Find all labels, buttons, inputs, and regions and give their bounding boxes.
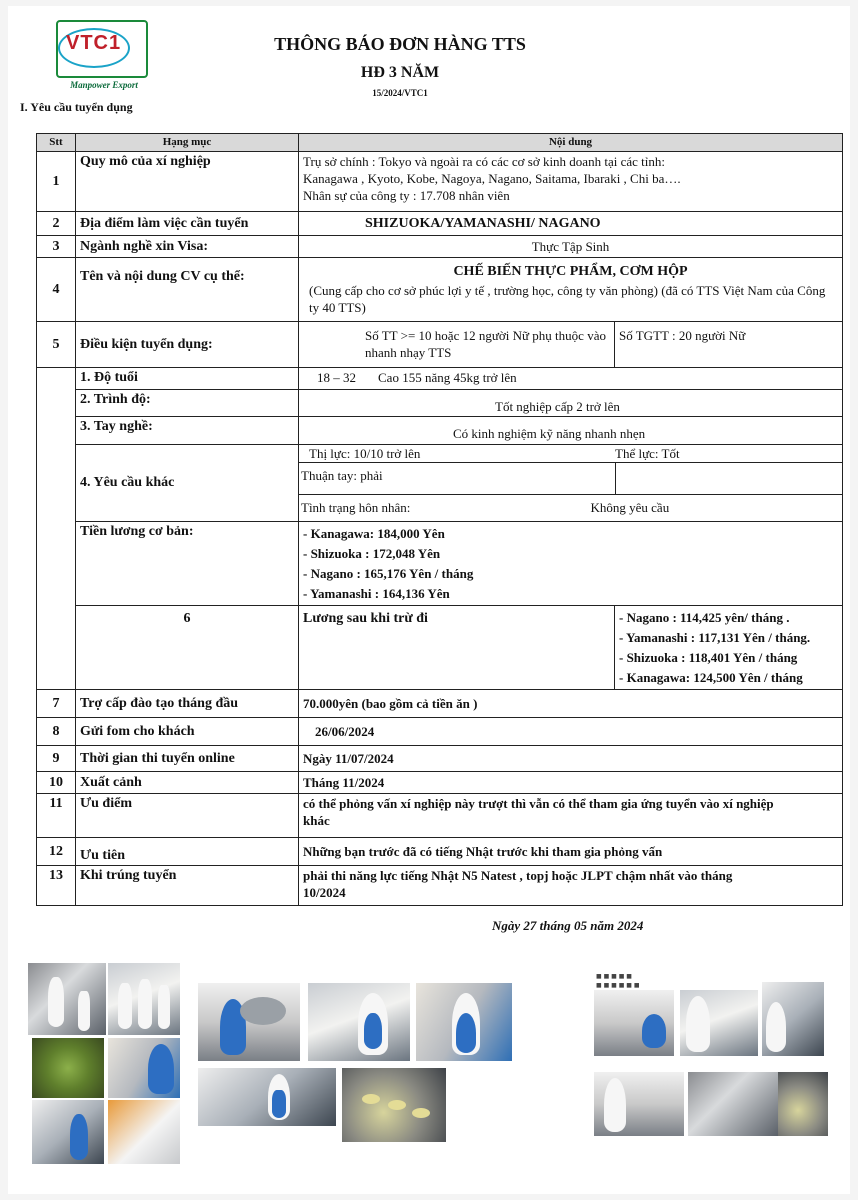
row-label: Khi trúng tuyển bbox=[76, 865, 299, 905]
photo-food-line bbox=[108, 963, 180, 1035]
salary-item: - Shizuoka : 172,048 Yên bbox=[303, 545, 441, 561]
table-row bbox=[37, 521, 843, 605]
marital-label: Tình trạng hôn nhân: bbox=[301, 500, 411, 515]
table-row bbox=[37, 368, 843, 390]
row-label: 4. Yêu cầu khác bbox=[76, 445, 299, 522]
marital-status bbox=[299, 495, 842, 521]
table-row bbox=[37, 258, 843, 322]
photo-stirring-pot bbox=[198, 983, 300, 1061]
document-title: THÔNG BÁO ĐƠN HÀNG TTS bbox=[274, 34, 526, 54]
row-label: Ngành nghề xin Visa: bbox=[76, 236, 299, 258]
photo-worker-blue-apron bbox=[416, 983, 512, 1061]
photo-thermometer bbox=[594, 990, 674, 1056]
table-row bbox=[37, 689, 843, 717]
row-number: 3 bbox=[37, 236, 76, 258]
row-content: SHIZUOKA/YAMANASHI/ NAGANO bbox=[299, 212, 843, 236]
row-label: Ưu tiên bbox=[76, 837, 299, 865]
row-content: phải thi năng lực tiếng Nhật N5 Natest , topj hoặc JLPT chậm nhất vào tháng 10/2024 bbox=[299, 865, 843, 905]
content-line: Kanagawa , Kyoto, Kobe, Nagoya, Nagano, Saitama, Ibaraki , Chi ba…. bbox=[303, 171, 681, 186]
row-label: Tên và nội dung CV cụ thể: bbox=[76, 258, 299, 322]
header-item: Hạng mục bbox=[76, 134, 299, 152]
row-content bbox=[615, 605, 843, 689]
row-content-left: Số TT >= 10 hoặc 12 người Nữ phụ thuộc vào nhanh nhạy TTS bbox=[299, 322, 615, 368]
row-content: Thực Tập Sinh bbox=[299, 236, 843, 258]
document-date: Ngày 27 tháng 05 năm 2024 bbox=[492, 918, 644, 933]
other-requirements bbox=[299, 445, 842, 521]
row-number: 6 bbox=[76, 605, 299, 689]
table-row bbox=[37, 865, 843, 905]
row-label: 1. Độ tuổi bbox=[76, 368, 299, 390]
row-content: Những bạn trước đã có tiếng Nhật trước khi tham gia phỏng vấn bbox=[299, 837, 843, 865]
net-salary-item: - Yamanashi : 117,131 Yên / tháng. bbox=[619, 629, 811, 645]
photo-weighing bbox=[308, 983, 410, 1061]
row-label: Thời gian thi tuyển online bbox=[76, 745, 299, 771]
row-number: 4 bbox=[37, 258, 76, 322]
row-label: Tiền lương cơ bản: bbox=[76, 521, 299, 605]
salary-item: - Kanagawa: 184,000 Yên bbox=[303, 525, 445, 541]
row-content: có thể phỏng vấn xí nghiệp này trượt thì vẫn có thể tham gia ứng tuyển vào xí nghiệp khác bbox=[299, 793, 843, 837]
table-row bbox=[37, 793, 843, 837]
row-label: Quy mô của xí nghiệp bbox=[76, 152, 299, 212]
table-row bbox=[37, 152, 843, 212]
row-number: 13 bbox=[37, 865, 76, 905]
row-number: 9 bbox=[37, 745, 76, 771]
row-content bbox=[299, 445, 843, 522]
photo-cooked-food bbox=[778, 1072, 828, 1136]
table-row bbox=[37, 417, 843, 445]
height-weight: Cao 155 năng 45kg trở lên bbox=[378, 370, 517, 385]
row-content bbox=[299, 521, 843, 605]
content-line: Trụ sở chính : Tokyo và ngoài ra có các cơ sở kinh doanh tại các tỉnh: bbox=[303, 154, 665, 169]
row-number: 8 bbox=[37, 717, 76, 745]
job-description: (Cung cấp cho cơ sở phúc lợi y tế , trường học, công ty văn phòng) (đã có TTS Việt Nam của Công ty 40 TTS) bbox=[309, 283, 826, 315]
net-salary-item: - Shizuoka : 118,401 Yên / tháng bbox=[619, 649, 798, 665]
logo-text: VTC1 bbox=[66, 32, 122, 54]
row-label: 2. Trình độ: bbox=[76, 390, 299, 417]
photo-steam-oven bbox=[594, 1072, 684, 1136]
row-label: 3. Tay nghề: bbox=[76, 417, 299, 445]
row-content: 70.000yên (bao gồm cả tiền ăn ) bbox=[299, 689, 843, 717]
photo-assembly-line bbox=[198, 1068, 336, 1126]
photo-oven-worker bbox=[680, 990, 758, 1056]
table-row bbox=[37, 390, 843, 417]
empty-cell bbox=[615, 463, 842, 495]
row-label: Trợ cấp đào tạo tháng đầu bbox=[76, 689, 299, 717]
table-row bbox=[37, 717, 843, 745]
content-line: Nhân sự của công ty : 17.708 nhân viên bbox=[303, 188, 510, 203]
row-content: Ngày 11/07/2024 bbox=[299, 745, 843, 771]
row-content: 26/06/2024 bbox=[299, 717, 843, 745]
row-number: 1 bbox=[37, 152, 76, 212]
photo-cutting bbox=[108, 1038, 180, 1098]
physical: Thể lực: Tốt bbox=[615, 445, 842, 463]
net-salary-item: - Kanagawa: 124,500 Yên / tháng bbox=[619, 669, 803, 685]
header-content: Nội dung bbox=[299, 134, 843, 152]
photo-combi-oven bbox=[688, 1072, 778, 1136]
row-content bbox=[299, 368, 843, 390]
photo-worker-kitchen bbox=[32, 1100, 104, 1164]
row-content bbox=[299, 258, 843, 322]
table-row bbox=[37, 745, 843, 771]
photo-food-trays bbox=[342, 1068, 446, 1142]
photo-carrots bbox=[108, 1100, 180, 1164]
row-number: 10 bbox=[37, 771, 76, 793]
document-subtitle: HĐ 3 NĂM bbox=[360, 64, 440, 81]
table-row bbox=[37, 212, 843, 236]
row-label: Gửi fom cho khách bbox=[76, 717, 299, 745]
document-code: 15/2024/VTC1 bbox=[372, 88, 428, 98]
row-content bbox=[299, 152, 843, 212]
table-row bbox=[37, 605, 843, 689]
row-label: Ưu điểm bbox=[76, 793, 299, 837]
table-row bbox=[37, 771, 843, 793]
row-content: Tháng 11/2024 bbox=[299, 771, 843, 793]
table-row bbox=[37, 445, 843, 522]
job-title: CHẾ BIẾN THỰC PHẨM, CƠM HỘP bbox=[453, 264, 688, 279]
table-row bbox=[37, 322, 843, 368]
salary-item: - Nagano : 165,176 Yên / tháng bbox=[303, 565, 474, 581]
logo-subtitle: Manpower Export bbox=[70, 80, 138, 90]
row-number: 7 bbox=[37, 689, 76, 717]
row-content: Có kinh nghiệm kỹ năng nhanh nhẹn bbox=[299, 417, 843, 445]
row-number bbox=[37, 368, 76, 690]
photo-kitchen-workers bbox=[28, 963, 106, 1035]
section-heading: I. Yêu cầu tuyển dụng bbox=[20, 100, 133, 114]
row-content: Tốt nghiệp cấp 2 trở lên bbox=[299, 390, 843, 417]
row-content-right: Số TGTT : 20 người Nữ bbox=[615, 322, 843, 368]
handedness: Thuận tay: phải bbox=[299, 463, 615, 495]
row-label: Xuất cảnh bbox=[76, 771, 299, 793]
eyesight: Thị lực: 10/10 trở lên bbox=[299, 445, 615, 463]
table-header-row bbox=[37, 134, 843, 152]
row-number: 12 bbox=[37, 837, 76, 865]
header-stt: Stt bbox=[37, 134, 76, 152]
marital-value: Không yêu cầu bbox=[590, 500, 670, 515]
table-row bbox=[37, 236, 843, 258]
row-number: 2 bbox=[37, 212, 76, 236]
requirements-table bbox=[36, 133, 843, 906]
row-label: Điều kiện tuyển dụng: bbox=[76, 322, 299, 368]
company-logo bbox=[48, 16, 156, 96]
row-label: Địa điểm làm việc cần tuyển bbox=[76, 212, 299, 236]
row-label: Lương sau khi trừ đi bbox=[299, 605, 615, 689]
table-row bbox=[37, 837, 843, 865]
age-range: 18 – 32 bbox=[317, 370, 356, 385]
row-number: 5 bbox=[37, 322, 76, 368]
net-salary-item: - Nagano : 114,425 yên/ tháng . bbox=[619, 609, 790, 625]
photo-vegetables bbox=[32, 1038, 104, 1098]
row-number: 11 bbox=[37, 793, 76, 837]
photo-oven-rack bbox=[762, 982, 824, 1056]
photo-caption-jp: ■ ■ ■ ■ ■ ■ ■ ■ ■ ■ ■ bbox=[596, 973, 640, 989]
salary-item: - Yamanashi : 164,136 Yên bbox=[303, 585, 450, 601]
